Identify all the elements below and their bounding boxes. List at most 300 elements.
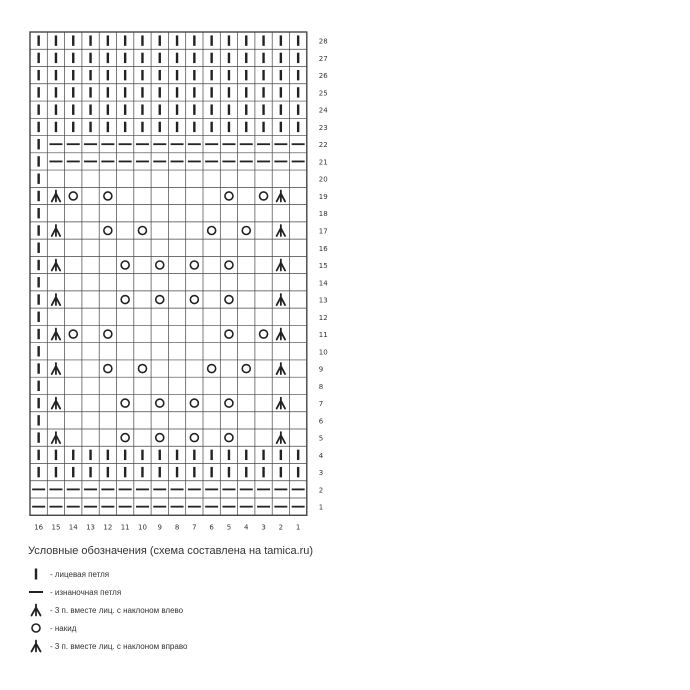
knit-stitch-mark [55, 87, 57, 97]
legend-item-knit [28, 567, 109, 581]
decrease-left-mark [52, 225, 60, 236]
knit-stitch-mark [262, 467, 264, 477]
column-number-label: 3 [261, 523, 266, 532]
yarn-over-mark [104, 226, 112, 234]
purl-stitch-mark [257, 161, 270, 163]
knit-stitch-mark [262, 35, 264, 45]
knit-stitch-mark [72, 35, 74, 45]
knit-stitch-mark [37, 156, 39, 166]
knit-stitch-mark [37, 312, 39, 322]
yarn-over-mark [121, 399, 129, 407]
purl-stitch-mark [222, 488, 235, 490]
purl-stitch-mark [32, 488, 45, 490]
knit-stitch-mark [55, 35, 57, 45]
purl-stitch-mark [222, 143, 235, 145]
knit-stitch-mark [210, 122, 212, 132]
knit-stitch-mark [297, 53, 299, 63]
knit-stitch-mark [37, 243, 39, 253]
knit-stitch-mark [210, 53, 212, 63]
knit-stitch-mark [176, 87, 178, 97]
knit-stitch-mark [176, 450, 178, 460]
row-number-label: 28 [318, 37, 328, 46]
row-number-label: 10 [318, 348, 328, 357]
row-number-label: 19 [318, 192, 328, 201]
purl-stitch-mark [171, 488, 184, 490]
knit-stitch-mark [107, 70, 109, 80]
decrease-left-mark [52, 294, 60, 305]
row-number-label: 18 [318, 210, 328, 219]
knit-stitch-mark [228, 53, 230, 63]
knit-stitch-mark [89, 104, 91, 114]
purl-stitch-mark [292, 143, 305, 145]
row-number-label: 1 [318, 503, 324, 512]
row-number-label: 3 [318, 469, 324, 478]
knit-stitch-mark [55, 450, 57, 460]
knit-stitch-mark [245, 467, 247, 477]
knit-stitch-mark [176, 70, 178, 80]
purl-stitch-mark [257, 488, 270, 490]
knit-stitch-mark [37, 87, 39, 97]
purl-stitch-mark [101, 506, 114, 508]
knit-stitch-mark [72, 70, 74, 80]
knit-stitch-mark [124, 467, 126, 477]
purl-stitch-mark [119, 506, 132, 508]
knit-stitch-mark [37, 35, 39, 45]
knit-stitch-mark [55, 53, 57, 63]
knit-stitch-mark [297, 35, 299, 45]
column-number-label: 13 [86, 523, 96, 532]
column-number-label: 11 [120, 523, 130, 532]
knit-stitch-mark [72, 53, 74, 63]
knit-stitch-mark [37, 346, 39, 356]
row-number-label: 21 [318, 158, 328, 167]
purl-stitch-mark [49, 161, 62, 163]
purl-stitch-mark [84, 506, 97, 508]
yarn-over-mark [190, 261, 198, 269]
knit-stitch-mark [37, 208, 39, 218]
yarn-over-mark [242, 226, 250, 234]
knit-stitch-mark [210, 35, 212, 45]
knit-stitch-mark [228, 70, 230, 80]
purl-stitch-mark [257, 506, 270, 508]
knit-stitch-mark [89, 122, 91, 132]
knit-stitch-icon [28, 567, 44, 581]
row-number-label: 7 [318, 400, 324, 409]
knit-stitch-mark [72, 104, 74, 114]
yarn-over-mark [121, 434, 129, 442]
purl-stitch-mark [153, 143, 166, 145]
purl-stitch-mark [153, 506, 166, 508]
knit-stitch-mark [72, 450, 74, 460]
knit-stitch-mark [55, 122, 57, 132]
legend-label-knit: - лицевая петля [50, 569, 110, 579]
knit-stitch-mark [176, 35, 178, 45]
purl-stitch-mark [240, 161, 253, 163]
knit-stitch-mark [72, 122, 74, 132]
yarn-over-mark [225, 330, 233, 338]
knit-stitch-mark [107, 467, 109, 477]
column-number-label: 12 [103, 523, 113, 532]
knit-stitch-mark [176, 53, 178, 63]
knit-stitch-mark [37, 260, 39, 270]
knit-stitch-mark [159, 122, 161, 132]
row-number-label: 23 [318, 123, 328, 132]
yarn-over-mark [104, 192, 112, 200]
row-number-label: 5 [318, 434, 324, 443]
knit-stitch-mark [228, 122, 230, 132]
knit-stitch-mark [37, 104, 39, 114]
decrease-right-mark [277, 329, 285, 340]
legend-item-yarn-over [28, 621, 76, 635]
yarn-over-mark [242, 365, 250, 373]
row-number-label: 8 [318, 382, 324, 391]
yarn-over-mark [121, 296, 129, 304]
decrease-left-icon [28, 603, 44, 617]
purl-stitch-mark [119, 161, 132, 163]
decrease-right-mark [277, 363, 285, 374]
decrease-right-mark [277, 190, 285, 201]
row-number-label: 26 [318, 72, 328, 81]
knit-stitch-mark [159, 450, 161, 460]
decrease-right-mark [277, 432, 285, 443]
yarn-over-mark [138, 226, 146, 234]
knit-stitch-mark [141, 104, 143, 114]
row-number-label: 16 [318, 244, 328, 253]
yarn-over-mark [208, 226, 216, 234]
legend-title: Условные обозначения (схема составлена на tamica.ru) [28, 545, 314, 557]
knit-stitch-mark [280, 53, 282, 63]
yarn-over-icon [28, 621, 44, 635]
decrease-left-mark [52, 260, 60, 271]
yarn-over-mark [225, 399, 233, 407]
knit-stitch-mark [297, 87, 299, 97]
knit-stitch-mark [262, 87, 264, 97]
knit-stitch-mark [37, 225, 39, 235]
knit-stitch-mark [210, 87, 212, 97]
purl-stitch-mark [188, 143, 201, 145]
purl-stitch-mark [136, 488, 149, 490]
legend-item-dec-right [28, 639, 187, 653]
knit-stitch-mark [297, 122, 299, 132]
knit-stitch-mark [228, 87, 230, 97]
purl-stitch-mark [84, 161, 97, 163]
knit-stitch-mark [210, 104, 212, 114]
column-number-label: 10 [137, 523, 147, 532]
purl-stitch-mark [49, 143, 62, 145]
knit-stitch-mark [37, 398, 39, 408]
row-number-label: 6 [318, 417, 324, 426]
legend-label-dec-left: - 3 п. вместе лиц. с наклоном влево [50, 605, 184, 615]
knit-stitch-mark [89, 450, 91, 460]
row-number-label: 15 [318, 262, 328, 271]
knit-stitch-mark [72, 467, 74, 477]
purl-stitch-mark [153, 488, 166, 490]
knit-stitch-mark [37, 450, 39, 460]
purl-stitch-mark [49, 488, 62, 490]
purl-stitch-mark [205, 143, 218, 145]
knit-stitch-mark [107, 53, 109, 63]
purl-stitch-icon [28, 585, 44, 599]
knit-stitch-mark [37, 191, 39, 201]
knit-stitch-mark [124, 104, 126, 114]
knit-stitch-mark [37, 363, 39, 373]
yarn-over-mark [121, 261, 129, 269]
purl-stitch-mark [49, 506, 62, 508]
knit-stitch-mark [193, 70, 195, 80]
purl-stitch-mark [136, 506, 149, 508]
column-number-label: 6 [209, 523, 214, 532]
yarn-over-mark [104, 365, 112, 373]
knit-stitch-mark [159, 35, 161, 45]
legend-label-dec-right: - 3 п. вместе лиц. с наклоном вправо [50, 641, 188, 651]
decrease-left-mark [52, 329, 60, 340]
knit-stitch-mark [176, 104, 178, 114]
purl-stitch-mark [222, 506, 235, 508]
yarn-over-mark [190, 296, 198, 304]
knit-stitch-mark [228, 35, 230, 45]
knit-stitch-mark [280, 122, 282, 132]
knit-stitch-mark [89, 87, 91, 97]
column-number-label: 16 [34, 523, 44, 532]
yarn-over-mark [156, 434, 164, 442]
knit-stitch-mark [89, 35, 91, 45]
knit-stitch-mark [280, 104, 282, 114]
legend-item-dec-left [28, 603, 183, 617]
knit-stitch-mark [193, 104, 195, 114]
knit-stitch-mark [37, 139, 39, 149]
yarn-over-mark [190, 434, 198, 442]
column-number-label: 2 [278, 523, 284, 532]
decrease-right-mark [277, 225, 285, 236]
row-number-label: 14 [318, 279, 328, 288]
row-number-label: 12 [318, 313, 328, 322]
knit-stitch-mark [141, 87, 143, 97]
purl-stitch-mark [188, 161, 201, 163]
knit-stitch-mark [37, 381, 39, 391]
knit-stitch-mark [37, 70, 39, 80]
knit-stitch-mark [107, 87, 109, 97]
knit-stitch-mark [141, 450, 143, 460]
knit-stitch-mark [37, 329, 39, 339]
row-number-label: 2 [318, 486, 324, 495]
knit-stitch-mark [193, 450, 195, 460]
knit-stitch-mark [37, 53, 39, 63]
knit-stitch-mark [245, 450, 247, 460]
knit-stitch-mark [89, 467, 91, 477]
yarn-over-mark [190, 399, 198, 407]
legend-item-purl [28, 585, 121, 599]
yarn-over-mark [138, 365, 146, 373]
purl-stitch-mark [274, 143, 287, 145]
knit-stitch-mark [72, 87, 74, 97]
purl-stitch-mark [205, 506, 218, 508]
purl-stitch-mark [67, 488, 80, 490]
knit-stitch-mark [89, 70, 91, 80]
purl-stitch-mark [257, 143, 270, 145]
column-number-label: 7 [192, 523, 197, 532]
knit-stitch-mark [245, 35, 247, 45]
decrease-left-mark [52, 432, 60, 443]
yarn-over-mark [260, 192, 268, 200]
decrease-right-mark [277, 260, 285, 271]
knit-stitch-mark [37, 432, 39, 442]
purl-stitch-mark [101, 143, 114, 145]
purl-stitch-mark [67, 506, 80, 508]
purl-stitch-mark [84, 488, 97, 490]
knit-stitch-mark [210, 70, 212, 80]
knit-stitch-mark [159, 87, 161, 97]
yarn-over-mark [225, 261, 233, 269]
purl-stitch-mark [240, 506, 253, 508]
row-number-label: 27 [318, 54, 328, 63]
purl-stitch-mark [274, 506, 287, 508]
row-number-label: 17 [318, 227, 328, 236]
yarn-over-mark [225, 434, 233, 442]
knit-stitch-mark [124, 35, 126, 45]
knit-stitch-mark [176, 467, 178, 477]
knit-stitch-mark [124, 450, 126, 460]
row-number-label: 22 [318, 141, 328, 150]
knit-stitch-mark [55, 467, 57, 477]
purl-stitch-mark [292, 488, 305, 490]
knit-stitch-mark [297, 450, 299, 460]
knit-stitch-mark [141, 122, 143, 132]
purl-stitch-mark [240, 143, 253, 145]
purl-stitch-mark [67, 143, 80, 145]
knit-stitch-mark [280, 35, 282, 45]
knit-stitch-mark [159, 467, 161, 477]
decrease-right-icon [28, 639, 44, 653]
knit-stitch-mark [228, 467, 230, 477]
knit-stitch-mark [262, 104, 264, 114]
knit-stitch-mark [245, 122, 247, 132]
knit-stitch-mark [262, 70, 264, 80]
purl-stitch-mark [222, 161, 235, 163]
knit-stitch-mark [262, 122, 264, 132]
knit-stitch-mark [193, 35, 195, 45]
column-number-label: 5 [226, 523, 232, 532]
knit-stitch-mark [37, 174, 39, 184]
purl-stitch-mark [171, 506, 184, 508]
knit-stitch-mark [280, 70, 282, 80]
knit-stitch-mark [141, 53, 143, 63]
yarn-over-mark [156, 261, 164, 269]
purl-stitch-mark [205, 161, 218, 163]
knit-stitch-mark [141, 70, 143, 80]
purl-stitch-mark [188, 506, 201, 508]
knit-stitch-mark [141, 467, 143, 477]
row-number-label: 24 [318, 106, 328, 115]
knit-stitch-mark [210, 467, 212, 477]
knit-stitch-mark [89, 53, 91, 63]
knit-stitch-mark [107, 122, 109, 132]
knit-stitch-mark [159, 104, 161, 114]
purl-stitch-mark [101, 488, 114, 490]
purl-stitch-mark [101, 161, 114, 163]
purl-stitch-mark [32, 506, 45, 508]
purl-stitch-mark [119, 143, 132, 145]
knit-stitch-mark [193, 467, 195, 477]
purl-stitch-mark [240, 488, 253, 490]
knit-stitch-mark [297, 104, 299, 114]
purl-stitch-mark [274, 488, 287, 490]
knit-stitch-mark [193, 87, 195, 97]
knit-stitch-mark [37, 467, 39, 477]
decrease-right-mark [277, 294, 285, 305]
knit-stitch-mark [262, 450, 264, 460]
purl-stitch-mark [153, 161, 166, 163]
knit-stitch-mark [37, 277, 39, 287]
decrease-left-mark [52, 398, 60, 409]
column-number-label: 8 [174, 523, 180, 532]
knit-stitch-mark [55, 104, 57, 114]
knit-stitch-mark [228, 450, 230, 460]
legend-label-yarn-over: - накид [50, 623, 77, 633]
purl-stitch-mark [136, 143, 149, 145]
yarn-over-mark [69, 330, 77, 338]
knit-stitch-mark [176, 122, 178, 132]
knit-stitch-mark [141, 35, 143, 45]
knit-stitch-mark [37, 122, 39, 132]
knit-stitch-mark [193, 53, 195, 63]
column-number-label: 1 [295, 523, 301, 532]
purl-stitch-mark [188, 488, 201, 490]
row-number-label: 25 [318, 89, 328, 98]
knit-stitch-mark [159, 53, 161, 63]
knit-stitch-mark [245, 104, 247, 114]
knit-stitch-mark [37, 415, 39, 425]
knit-stitch-mark [245, 70, 247, 80]
knit-stitch-mark [297, 467, 299, 477]
knit-stitch-mark [280, 450, 282, 460]
row-number-label: 9 [318, 365, 324, 374]
purl-stitch-mark [205, 488, 218, 490]
yarn-over-mark [208, 365, 216, 373]
purl-stitch-mark [274, 161, 287, 163]
knit-stitch-mark [37, 294, 39, 304]
yarn-over-mark [104, 330, 112, 338]
knit-stitch-mark [245, 53, 247, 63]
decrease-left-mark [52, 190, 60, 201]
column-number-label: 9 [157, 523, 162, 532]
purl-stitch-mark [119, 488, 132, 490]
yarn-over-mark [156, 399, 164, 407]
yarn-over-mark [260, 330, 268, 338]
legend-label-purl: - изнаночная петля [50, 587, 122, 597]
decrease-left-mark [52, 363, 60, 374]
column-number-label: 14 [68, 523, 78, 532]
column-number-label: 15 [51, 523, 61, 532]
knit-stitch-mark [297, 70, 299, 80]
knit-stitch-mark [210, 450, 212, 460]
knit-stitch-mark [124, 87, 126, 97]
knit-stitch-mark [228, 104, 230, 114]
purl-stitch-mark [67, 161, 80, 163]
knit-stitch-mark [107, 450, 109, 460]
knit-stitch-mark [245, 87, 247, 97]
knit-stitch-mark [159, 70, 161, 80]
decrease-right-mark [277, 398, 285, 409]
yarn-over-mark [69, 192, 77, 200]
row-number-label: 11 [318, 331, 328, 340]
purl-stitch-mark [171, 161, 184, 163]
yarn-over-mark [156, 296, 164, 304]
knit-stitch-mark [262, 53, 264, 63]
purl-stitch-mark [136, 161, 149, 163]
row-number-label: 4 [318, 451, 324, 460]
column-number-label: 4 [244, 523, 249, 532]
knit-stitch-mark [124, 53, 126, 63]
